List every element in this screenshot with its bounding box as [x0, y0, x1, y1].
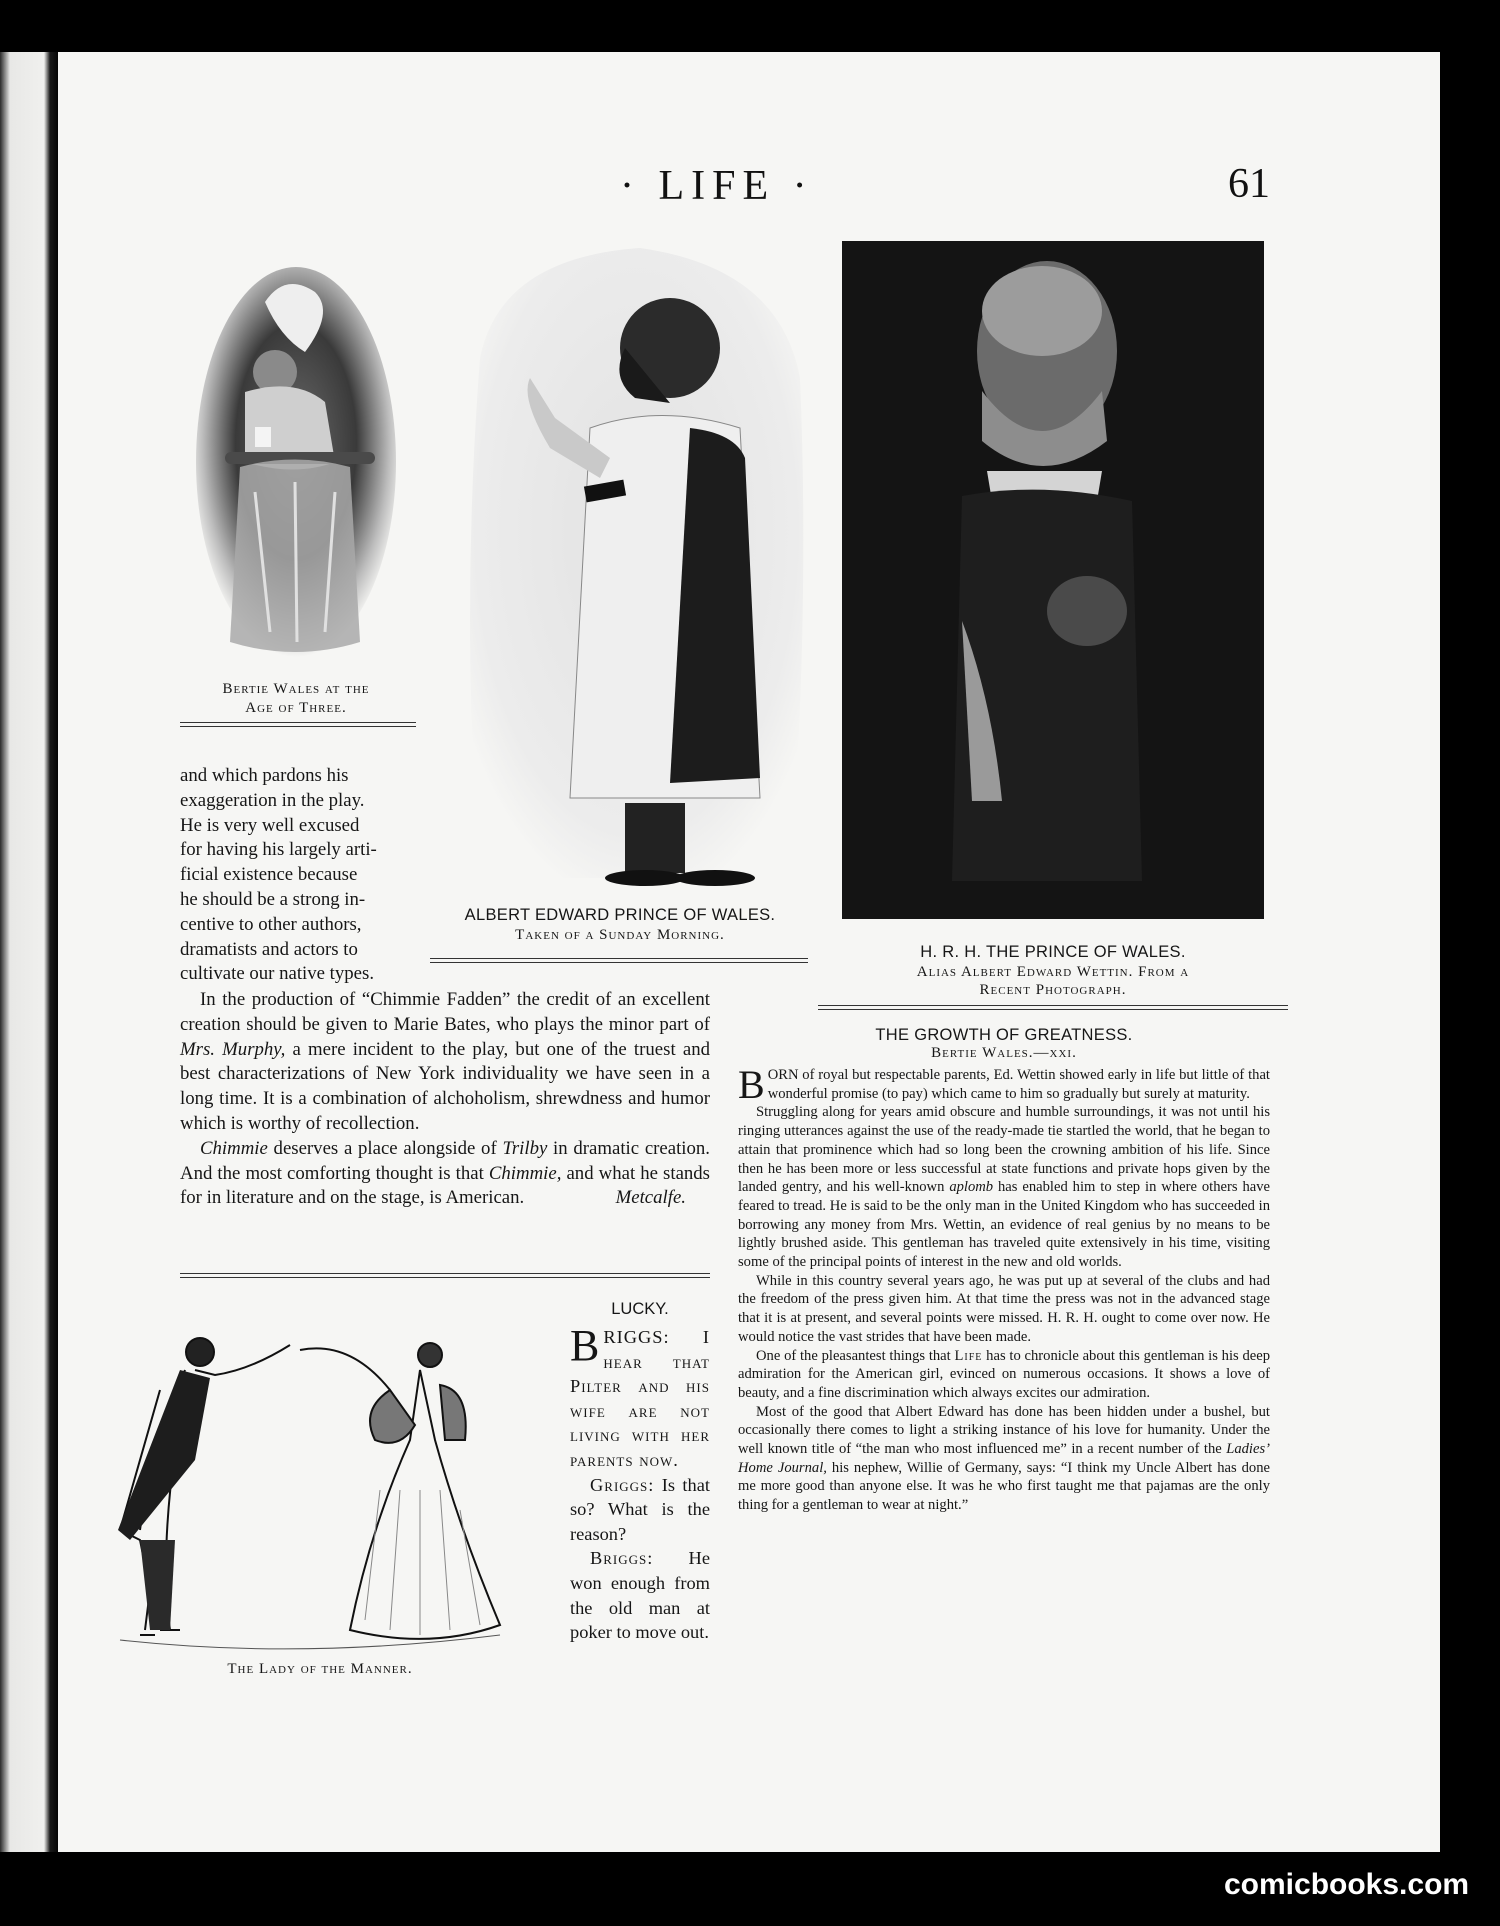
article-paragraph-1: BORN of royal but respectable parents, Ed. Wettin showed early in life but little of that wonderful promise (to pay) which came to him so gradually but surely at maturity. [738, 1062, 1270, 1107]
lucky-paragraph-2: Griggs: Is that so? What is the reason? [570, 1474, 710, 1544]
lady-of-the-manner-cartoon [100, 1330, 520, 1660]
lady-caption: The Lady of the Manner. [227, 1661, 413, 1677]
rule-divider [430, 958, 808, 963]
lucky-paragraph-1: BRIGGS: I hear that Pilter and his wife are not living with her parents now. [570, 1321, 710, 1470]
paragraph-chimmie-trilby: Chimmie deserves a place alongside of Trilby in dramatic creation. And the most comforting thought is that Chimmie, and what he stands for in literature and on the stage, is American. [180, 1137, 710, 1209]
text-line: ficial existence because [180, 864, 358, 886]
albert-caption-title: ALBERT EDWARD PRINCE OF WALES. [464, 906, 776, 924]
text-line: and which pardons his [180, 765, 349, 786]
lucky-paragraph-3: Briggs: He won enough from the old man at poker to move out. [570, 1548, 710, 1643]
hrh-caption-line2: Alias Albert Edward Wettin. From a [916, 963, 1190, 980]
text-line: for having his largely arti- [180, 839, 377, 861]
page-number: 61 [1228, 161, 1270, 207]
rule-divider [180, 1273, 710, 1278]
lucky-title: LUCKY. [611, 1300, 669, 1318]
book-binding [0, 52, 58, 1852]
albert-edward-clergy-illustration [460, 238, 814, 888]
text-line: He is very well excused [180, 814, 360, 836]
author-signature: Metcalfe. [615, 1187, 686, 1209]
lucky-joke [570, 1300, 710, 1645]
article-paragraph-5: Most of the good that Albert Edward has done has been hidden under a bushel, but occasionally there comes to light a striking instance of his love for humanity. Under the well known title of “the man who most influenced me” in a recent number of the Ladies’ Home Journal, his nephew, Willie of Germany, says: “I think my Uncle Albert has done me more good than anyone else. It was he who first taught me that pajamas are the only thing for a gentleman to wear at night.” [738, 1403, 1271, 1514]
bertie-caption-line1: Bertie Wales at the [222, 681, 370, 697]
bertie-caption-line2: Age of Three. [245, 699, 347, 716]
article-paragraph-2: Struggling along for years amid obscure and humble surroundings, it was not until his ringing utterances against the use of the ready-made tie startled the world, that he began to attain that prominence which had so long been the crowning ambition of his life. Since then he has been more or less successful at state functions and private hops given by the landed gentry, and his well-known aplomb has enabled him to step in where others have feared to tread. He is said to be the only man in the United Kingdom who has succeeded in borrowing any money from Mrs. Wettin, an evidence of real genius by no means to be lightly brushed aside. This gentleman has traveled quite extensively in his time, visiting some of the principal points of interest in the new and old worlds. [738, 1104, 1270, 1271]
paragraph-chimmie-fadden: In the production of “Chimmie Fadden” the credit of an excellent creation should be given to Marie Bates, who plays the minor part of Mrs. Murphy, a mere incident to the play, but one of the truest and best characterizations of New York individuality we have seen in a long time. It is a combination of alchoholism, shrewdness and humor which is worthy of recollection. [180, 989, 710, 1134]
hrh-caption-line3: Recent Photograph. [979, 982, 1127, 999]
article-paragraph-4: One of the pleasantest things that Life has to chronicle about this gentleman is his deep admiration for the American girl, evinced on numerous occasions. It shows a love of beauty, and a fine discrimination which always excites our admiration. [738, 1347, 1270, 1401]
text-line: exaggeration in the play. [180, 789, 365, 811]
bertie-at-three-illustration [185, 262, 407, 672]
article-title: THE GROWTH OF GREATNESS. [875, 1026, 1133, 1044]
review-text-wide [180, 988, 710, 1211]
text-line: cultivate our native types. [180, 963, 375, 985]
review-text-narrow [180, 764, 418, 987]
text-line: he should be a strong in- [180, 888, 366, 910]
article-paragraph-3: While in this country several years ago, he was put up at several of the clubs and had the freedom of the press given him. At that time the press was not in the advanced stage that it is at present, and several points were missed. H. R. H. ought to come over now. He would notice the vast strides that have been made. [738, 1272, 1270, 1345]
page-header-title: · LIFE · [620, 163, 814, 209]
growth-of-greatness-article [738, 1026, 1270, 1515]
hrh-prince-photograph [842, 241, 1264, 919]
article-subtitle: Bertie Wales.—xxi. [931, 1045, 1077, 1061]
watermark: comicbooks.com [1224, 1868, 1470, 1901]
rule-divider [180, 722, 416, 727]
drop-cap: B [738, 1062, 765, 1107]
rule-divider [818, 1005, 1288, 1010]
albert-caption-subtitle: Taken of a Sunday Morning. [515, 926, 725, 943]
text-line: centive to other authors, [180, 913, 362, 935]
drop-cap: B [570, 1321, 600, 1370]
hrh-caption-title: H. R. H. THE PRINCE OF WALES. [920, 943, 1186, 961]
text-line: dramatists and actors to [180, 938, 358, 960]
